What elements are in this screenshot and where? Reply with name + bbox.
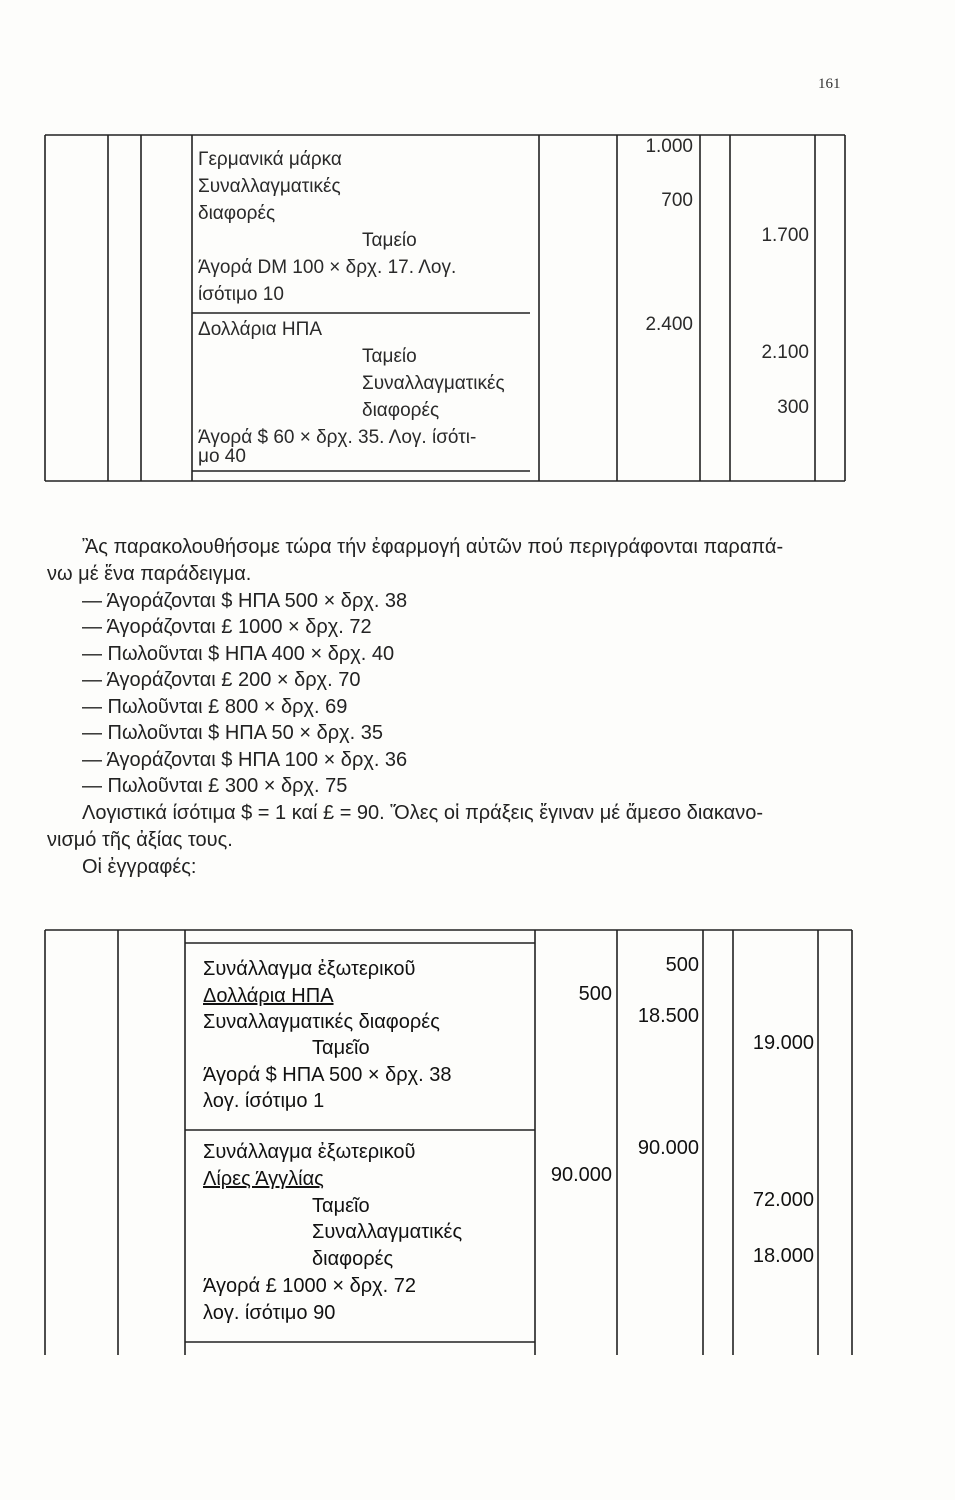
credit-amount: 18.000 [752, 1245, 814, 1267]
debit-amount: 700 [661, 190, 693, 211]
transaction-item: — Πωλοῦνται £ 300 × δρχ. 75 [82, 775, 348, 797]
total-debit-amount: 500 [665, 954, 699, 976]
credit-amount: 2.100 [761, 342, 809, 363]
entries-heading: Οἱ ἐγγραφές: [82, 856, 197, 878]
partial-amount: 500 [578, 983, 612, 1005]
entry-credit-account: Συναλλαγματικές [312, 1221, 463, 1243]
rates-text: Λογιστικά ίσότιμα $ = 1 καί £ = 90. Ὅλες οἱ πράξεις ἔγιναν μέ ἄμεσο διακανο- [82, 802, 763, 824]
entry-debit-account: Δολλάρια ΗΠΑ [198, 319, 323, 340]
debit-amount: 2.400 [645, 314, 693, 335]
entry-credit-account: Ταμεῖο [312, 1037, 370, 1059]
credit-amount: 19.000 [752, 1032, 814, 1054]
transaction-item: — Άγοράζονται £ 1000 × δρχ. 72 [82, 616, 372, 638]
transaction-item: — Πωλοῦνται £ 800 × δρχ. 69 [82, 696, 348, 718]
debit-amount: 1.000 [645, 136, 693, 157]
intro-text: Ἂς παρακολουθήσομε τώρα τήν ἐφαρμογή αὐτῶν πού περιγράφονται παραπά- [82, 536, 784, 558]
total-debit-amount: 90.000 [637, 1137, 699, 1159]
entry-description: λογ. ίσότιμο 90 [203, 1302, 336, 1324]
entry-sub-account: Δολλάρια ΗΠΑ [203, 985, 334, 1007]
intro-text: νω μέ ἕνα παράδειγμα. [47, 563, 252, 585]
entry-description: ίσότιμο 10 [198, 284, 284, 305]
entry-debit-account: διαφορές [198, 203, 276, 224]
entry-sub-account: Λίρες Άγγλίας [203, 1168, 324, 1190]
transaction-item: — Πωλοῦνται $ ΗΠΑ 50 × δρχ. 35 [82, 722, 383, 744]
transaction-item: — Πωλοῦνται $ ΗΠΑ 400 × δρχ. 40 [82, 643, 395, 665]
entry-debit-account: Γερμανικά μάρκα [198, 149, 342, 170]
entry-description: μο 40 [198, 446, 246, 467]
entry-description: λογ. ίσότιμο 1 [203, 1090, 325, 1112]
partial-amount: 90.000 [550, 1164, 612, 1186]
debit-amount: 18.500 [637, 1005, 699, 1027]
entry-credit-account: Συναλλαγματικές [362, 373, 505, 394]
entry-debit-account: Συνάλλαγμα ἐξωτερικοῦ [203, 958, 416, 980]
entry-credit-account: διαφορές [362, 400, 440, 421]
entry-credit-account: διαφορές [312, 1248, 394, 1270]
entry-credit-account: Ταμείο [362, 346, 417, 367]
entry-debit-account: Συνάλλαγμα ἐξωτερικοῦ [203, 1141, 416, 1163]
transaction-item: — Άγοράζονται $ ΗΠΑ 100 × δρχ. 36 [82, 749, 408, 771]
credit-amount: 72.000 [752, 1189, 814, 1211]
credit-amount: 1.700 [761, 225, 809, 246]
transaction-item: — Άγοράζονται $ ΗΠΑ 500 × δρχ. 38 [82, 590, 408, 612]
entry-debit-account: Συναλλαγματικές διαφορές [203, 1011, 440, 1033]
credit-amount: 300 [777, 397, 809, 418]
entry-credit-account: Ταμεῖο [312, 1195, 370, 1217]
entry-description: Άγορά DM 100 × δρχ. 17. Λογ. [198, 257, 457, 278]
rates-text: νισμό τῆς ἀξίας τους. [47, 829, 233, 851]
entry-description: Άγορά £ 1000 × δρχ. 72 [203, 1275, 416, 1297]
entry-credit-account: Ταμείο [362, 230, 417, 251]
entry-debit-account: Συναλλαγματικές [198, 176, 341, 197]
entry-description: Άγορά $ ΗΠΑ 500 × δρχ. 38 [203, 1064, 452, 1086]
entry-description: Άγορά $ 60 × δρχ. 35. Λογ. ίσότι- [198, 427, 477, 448]
transaction-item: — Άγοράζονται £ 200 × δρχ. 70 [82, 669, 361, 691]
page-number: 161 [818, 76, 841, 92]
